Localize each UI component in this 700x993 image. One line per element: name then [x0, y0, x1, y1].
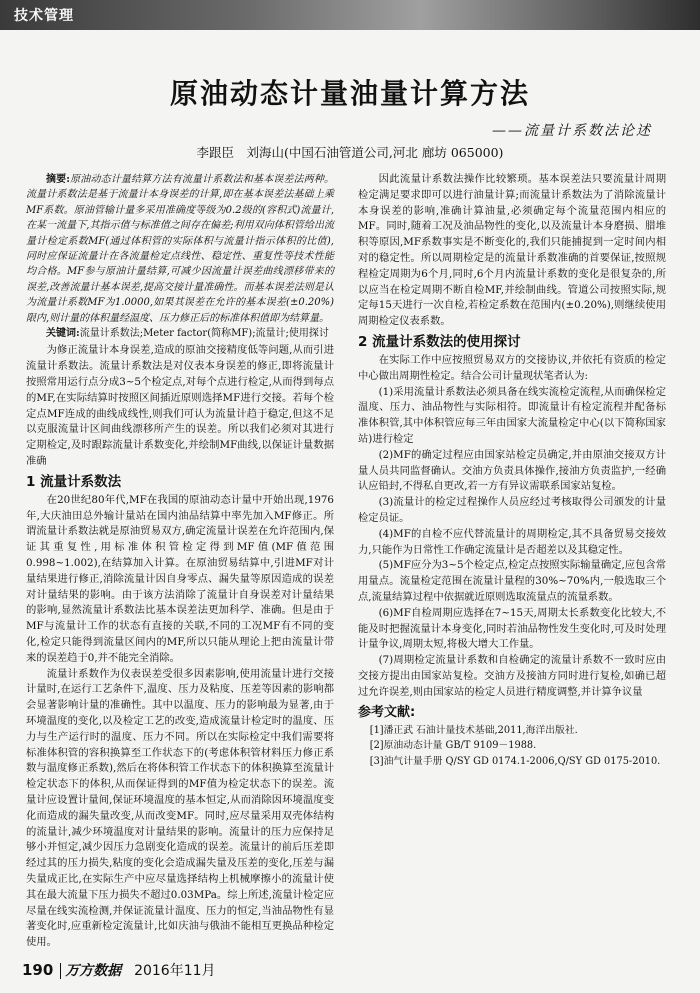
- reference-list: [358, 723, 666, 770]
- references-heading: 参考文献:: [358, 704, 416, 720]
- author-line: 李跟臣 刘海山(中国石油管道公司,河北 廊坊 065000): [196, 145, 504, 160]
- reference-item: [3]油气计量手册 Q/SY GD 0174.1-2006,Q/SY GD 0175-2010.: [369, 755, 661, 767]
- keywords: [26, 326, 334, 341]
- section-2-intro: 在实际工作中应按照贸易双方的交接协议,并依托有资质的检定中心做出周期性检定。结合公司计量现状笔者认为:: [358, 353, 666, 382]
- keywords-label: 关键词:: [46, 328, 80, 340]
- keywords-text: 流量计系数法;Meter factor(简称MF);流量计;使用探讨: [79, 328, 329, 340]
- section-label: 技术管理: [14, 8, 74, 24]
- page-number: 190: [22, 961, 54, 979]
- section-banner: [0, 0, 700, 30]
- list-item: (5)MF应分为3~5个检定点,检定点按照实际输量确定,应包含常用量点。流量检定范围在流量计量程的30%~70%内,一般选取三个点,流量结算过程中依据就近原则选取流量点的流量系数。: [358, 559, 666, 603]
- section-1-paragraph-1: 在20世纪80年代,MF在我国的原油动态计量中开始出现,1976年,大庆油田总外输计量站在国内油品结算中率先加入MF修正。所谓流量计系数法就是原油贸易双方,确定流量计误差在允许范围内,保证其重复性,用标准体积管检定得到MF值(MF值范围0.998~1.002),在结算加入计算。在原油贸易结算中,引进MF对计量结果进行修正,消除流量计因自身零点、漏失量等原因造成的误差对计量结果的影响。由于该方法消除了流量计自身误差对计量结果的影响,显然流量计系数法比基本误差法更加科学、准确。但是由于MF与流量计工作的状态有直接的关联,不同的工况MF有不同的变化,检定只能得到流量区间内的MF,所以只能从理论上把由流量计带来的误差趋于0,并不能完全消除。: [26, 493, 334, 664]
- list-item: (2)MF的确定过程应由国家站检定员确定,并由原油交接双方计量人员共同监督确认。交油方负责具体操作,接油方负责监护,一经确认应铅封,不得私自更改,若一方有异议需联系国家站复检。: [358, 448, 666, 493]
- list-item: (1)采用流量计系数法必须具备在线实流检定流程,从而确保检定温度、压力、油品物性与实际相符。即流量计有检定流程并配备标准体积管,其中体积管应每三年由国家大流量检定中心(以下简称国家站)进行检定: [358, 385, 666, 445]
- section-1-heading: 1 流量计系数法: [26, 473, 122, 490]
- reference-item: [1]潘正武 石油计量技术基础,2011,海洋出版社.: [369, 724, 578, 736]
- issue-date: 2016年11月: [134, 963, 216, 979]
- reference-item: [2]原油动态计量 GB/T 9109－1988.: [369, 740, 537, 751]
- section-2-heading: 2 流量计系数法的使用探讨: [358, 333, 521, 350]
- abstract: [26, 172, 334, 326]
- list-item: (7)周期检定流量计系数和自检确定的流量计系数不一致时应由交接方提出由国家站复检。交油方及接油方同时进行复检,如确已超过允许误差,则由国家站的检定人员进行精度调整,并计算争议量: [358, 654, 666, 698]
- abstract-text: 原油动态计量结算方法有流量计系数法和基本误差法两种。流量计系数法是基于流量计本身误差的计算,即在基本误差法基础上乘MF系数。原油管输计量多采用准确度等级为0.2级的(容积式)流量计,在某一流量下,其指示值与标准值之间存在偏差;利用双向体积管给出流量计检定系数MF(通过体积管的实际体积与流量计指示体积的比值),同时应保证流量计在各流量检定点线性、稳定性、重复性等技术性能均合格。MF参与原油计量结算,可减少因流量计误差曲线漂移带来的误差,改善流量计基本误差,提高交接计量准确性。而基本误差法则是认为流量计系数MF为1.0000,如果其误差在允许的基本误差(±0.20%)限内,则计量的体积量经温度、压力修正后的标准体积值即为结算量。: [26, 174, 334, 324]
- magazine-name: 万方数据: [60, 963, 121, 979]
- left-column: [26, 172, 334, 951]
- list-item: (4)MF的自检不应代替流量计的周期检定,其不具备贸易交接效力,只能作为日常性工作确定流量计是否超差以及其稳定性。: [358, 527, 666, 556]
- section-1-paragraph-2: 流量计系数作为仪表误差受很多因素影响,使用流量计进行交接计量时,在运行工艺条件下,温度、压力及粘度、压差等因素的影响都会显著影响计量的准确性。其中以温度、压力的影响最为显著,由于环境温度的变化,以及检定工艺的改变,造成流量计检定时的温度、压力与生产运行时的温度、压力不同。所以在实际检定中我们需要将标准体积管的容积换算至工作状态下的(考虑体积管材料压力修正系数与温度修正系数),然后在将体积管工作状态下的体积换算至流量计检定状态下的体积,从而保证得到的MF值为检定状态下的误差。流量计应设置计量间,保证环境温度的基本恒定,从而消除因环境温度变化而造成的漏失量改变,从而改变MF。同时,应尽量采用双壳体结构的流量计,减少环境温度对计量结果的影响。流量计的压力应保持足够小并恒定,减少因压力急剧变化造成的误差。流量计的前后压差即经过其的压力损失,粘度的变化会造成漏失量及压差的变化,压差与漏失量成正比,在实际生产中应尽量选择结构上机械摩擦小的流量计使其在最大流量下压力损失不超过0.03MPa。综上所述,流量计检定应尽量在线实流检测,并保证流量计温度、压力的恒定,当油品物性有显著变化时,应重新检定流量计,比如庆油与俄油不能相互更换品种检定使用。: [26, 667, 334, 949]
- section-1-paragraph-3: 因此流量计系数法操作比较繁琐。基本误差法只要流量计周期检定满足要求即可以进行油量计算;而流量计系数法为了消除流量计本身误差的影响,准确计算油量,必须确定每个流量范围内相应的MF。同时,随着工况及油品物性的变化,以及流量计本身磨损、腊堆积等原因,MF系数事实是不断变化的,我们只能捕捉到一定时间内相对的稳定性。所以周期检定是的流量计系数准确的首要保证,按照规程检定周期为6个月,同时,6个月内流量计系数的变化是很复杂的,所以应当在检定周期不断自检MF,并绘制曲线。管道公司按照实际,规定每15天进行一次自检,若检定系数在范围内(±0.20%),则继续使用周期检定仪表系数。: [358, 173, 666, 328]
- article-subtitle: ——流量计系数法论述: [492, 123, 652, 139]
- right-column: [358, 172, 666, 769]
- intro-paragraph: 为修正流量计本身误差,造成的原油交接精度低等问题,从而引进流量计系数法。流量计系数法是对仪表本身误差的修正,即将流量计按照常用运行点分成3~5个检定点,对每个点进行检定,从而得到每点的MF,在实际结算时按照区间插近原则选择MF进行交接。若每个检定点MF连成的曲线成线性,则我们可认为流量计趋于稳定,但这不足以克服流量计区间曲线漂移所产生的误差。所以我们必须对其进行定期检定,及时跟踪流量计系数变化,并绘制MF曲线,以保证计量数据准确: [26, 344, 334, 468]
- list-item: (3)流量计的检定过程操作人员应经过考核取得公司颁发的计量检定员证。: [358, 496, 666, 524]
- article-title: 原油动态计量油量计算方法: [169, 77, 530, 110]
- abstract-label: 摘要:: [46, 174, 70, 185]
- list-item: (6)MF自检周期应选择在7~15天,周期太长系数变化比较大,不能及时把握流量计本身变化,同时若油品物性发生变化时,可及时处理计量争议,周期太短,将极大增大工作量。: [358, 606, 666, 651]
- page-footer: [22, 960, 216, 980]
